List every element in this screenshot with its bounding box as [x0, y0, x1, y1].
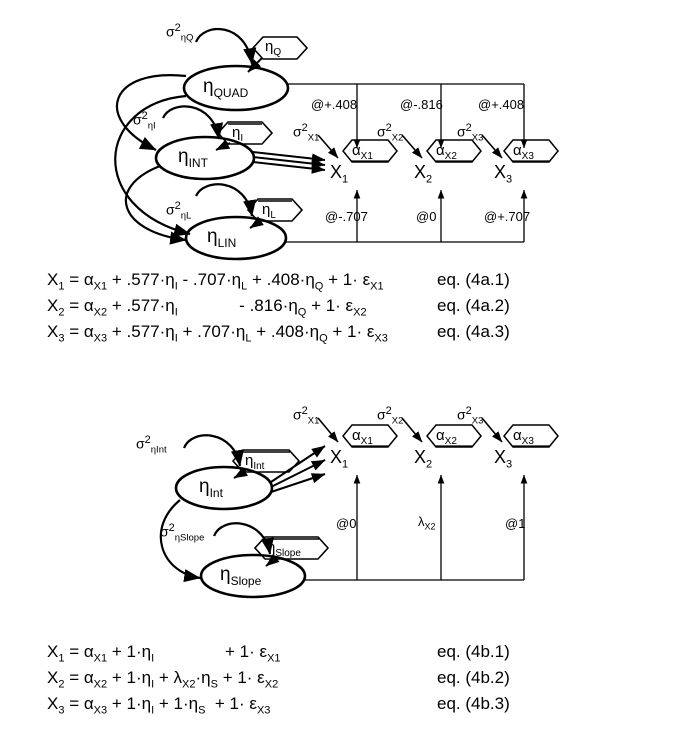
- mean-alpha-x1-label-b: $\alpha_{X1}$: [352, 427, 373, 447]
- equation-4a1: $X_1 = \alpha_{X1} + .577\cdot\eta_I - .707\cdot\eta_L + .408\cdot\eta_Q + 1\cdot \varepsilon_{X1}$: [47, 270, 384, 293]
- lin-loading-x2-label: @0: [416, 209, 437, 224]
- equation-4b2: $X_2 = \alpha_{X2} + 1\cdot\eta_I + \lambda_{X2}\cdot\eta_S + 1\cdot \varepsilon_{X2}$: [47, 668, 279, 691]
- quad-loading-x2-label: @-.816: [400, 97, 443, 112]
- mean-eta-int-label: $\eta_I$: [232, 124, 244, 144]
- mean-alpha-x2-label-b: $\alpha_{X2}$: [436, 427, 457, 447]
- eta-int-label: $\eta_{INT}$: [178, 146, 208, 170]
- equation-4b3-tag: eq. (4b.3): [437, 694, 510, 713]
- equation-4a2-tag: eq. (4a.2): [437, 296, 510, 315]
- var-eta-int-label: $\sigma^2_{\eta I}$: [133, 110, 156, 132]
- equation-4a1-tag: eq. (4a.1): [437, 270, 510, 289]
- mean-eta-int-label-b: $\eta_{Int}$: [245, 452, 265, 472]
- mean-alpha-x1-label: $\alpha_{X1}$: [352, 142, 373, 162]
- mean-eta-lin-label: $\eta_L$: [262, 201, 276, 221]
- var-x3-label-b: $\sigma^2_{X3}$: [457, 405, 484, 427]
- mean-alpha-x3-label: $\alpha_{X3}$: [513, 142, 534, 162]
- equation-4b1: $X_1 = \alpha_{X1} + 1\cdot\eta_I$ + $1\cdot \varepsilon_{X1}$: [47, 642, 281, 665]
- mean-eta-slope-label-b: $\eta_{Slope}$: [267, 539, 301, 559]
- var-x2-label-b: $\sigma^2_{X2}$: [377, 405, 404, 427]
- quad-loading-x3-label: @+.408: [478, 97, 525, 112]
- observed-x3-label: $X_3$: [494, 162, 513, 186]
- var-eta-slope-label-b: $\sigma^2_{\eta Slope}$: [160, 522, 205, 544]
- var-x3-label: $\sigma^2_{X3}$: [457, 122, 484, 144]
- var-x1-label-b: $\sigma^2_{X1}$: [293, 405, 320, 427]
- eta-quad-label: $\eta_{QUAD}$: [203, 76, 249, 100]
- quad-loading-x1-label: @+.408: [311, 97, 358, 112]
- eta-int-label-b: $\eta_{Int}$: [199, 476, 223, 500]
- var-eta-int-label-b: $\sigma^2_{\eta Int}$: [136, 434, 167, 456]
- mean-alpha-x3-label-b: $\alpha_{X3}$: [513, 427, 534, 447]
- equation-4a2: $X_2 = \alpha_{X2} + .577\cdot\eta_I$ - $.816\cdot\eta_Q + 1\cdot \varepsilon_{X2}$: [47, 296, 367, 319]
- equation-4a3: $X_3 = \alpha_{X3} + .577\cdot\eta_I + .707\cdot\eta_L + .408\cdot\eta_Q + 1\cdot \varepsilon_{X3}$: [47, 322, 388, 345]
- slope-loading-x1-label: @0: [336, 516, 357, 531]
- eta-slope-label-b: $\eta_{Slope}$: [220, 564, 262, 588]
- slope-loading-x2-label: $\lambda_{X2}$: [418, 514, 436, 532]
- lin-loading-x1-label: @-.707: [325, 209, 368, 224]
- equation-4b1-tag: eq. (4b.1): [437, 642, 510, 661]
- observed-x2-label-b: $X_2$: [414, 447, 433, 471]
- equation-4b3: $X_3 = \alpha_{X3} + 1\cdot\eta_I + 1\cdot\eta_S + 1\cdot \varepsilon_{X3}$: [47, 694, 271, 717]
- var-eta-quad-label: $\sigma^2_{\eta Q}$: [166, 22, 194, 44]
- eta-lin-label: $\eta_{LIN}$: [207, 226, 237, 250]
- lin-loading-x3-label: @+.707: [484, 209, 531, 224]
- slope-loading-x3-label: @1: [505, 516, 526, 531]
- var-x1-label: $\sigma^2_{X1}$: [293, 122, 320, 144]
- observed-x3-label-b: $X_3$: [494, 447, 513, 471]
- observed-x1-label-b: $X_1$: [330, 447, 349, 471]
- var-eta-lin-label: $\sigma^2_{\eta L}$: [166, 200, 192, 222]
- observed-x1-label: $X_1$: [330, 162, 349, 186]
- mean-alpha-x2-label: $\alpha_{X2}$: [436, 142, 457, 162]
- mean-eta-quad-label: $\eta_Q$: [265, 38, 282, 58]
- equation-4a3-tag: eq. (4a.3): [437, 322, 510, 341]
- var-x2-label: $\sigma^2_{X2}$: [377, 122, 404, 144]
- observed-x2-label: $X_2$: [414, 162, 433, 186]
- equation-4b2-tag: eq. (4b.2): [437, 668, 510, 687]
